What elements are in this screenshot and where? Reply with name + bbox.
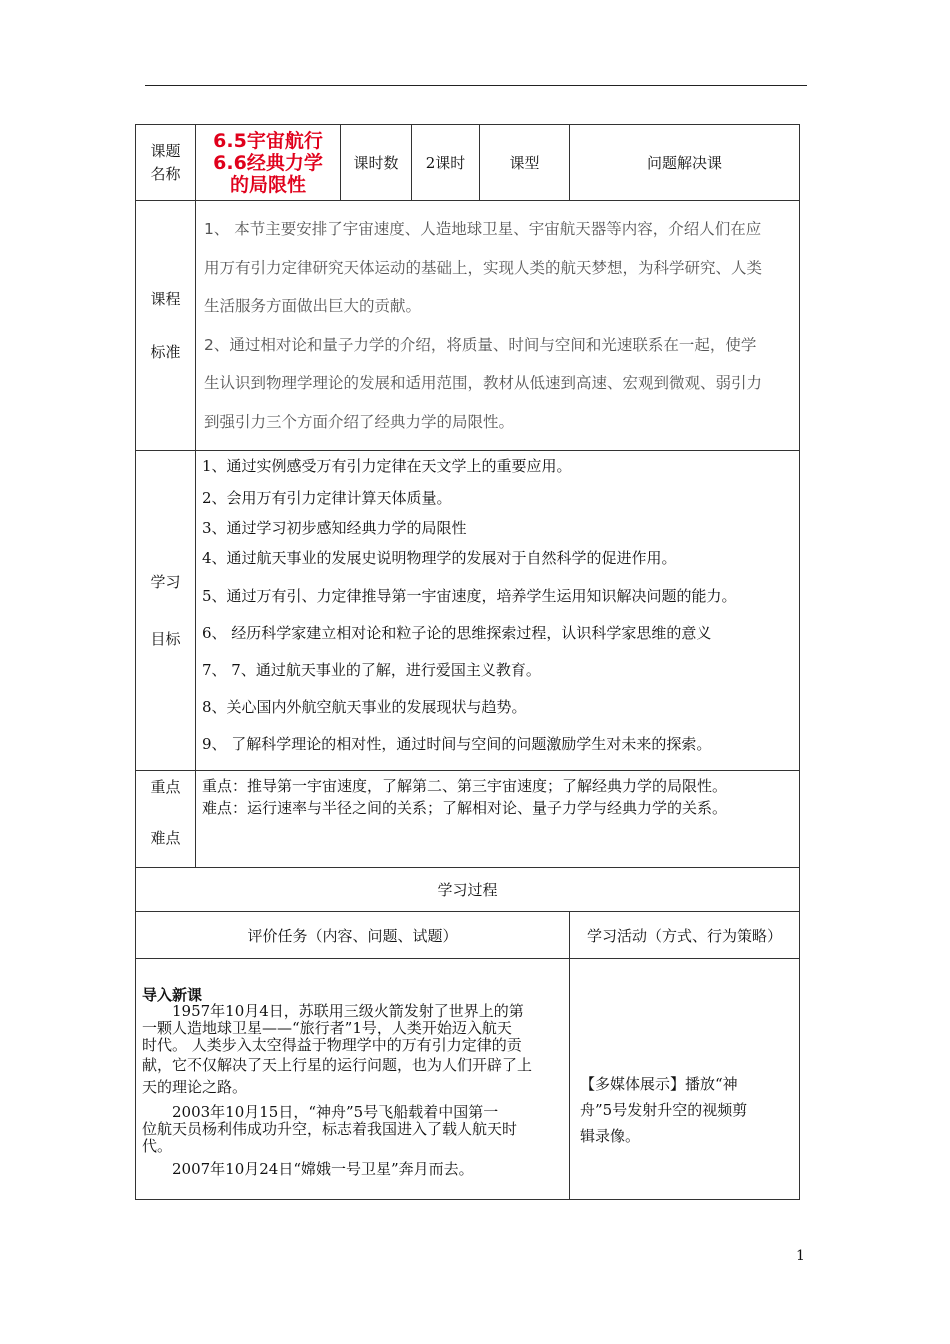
standard-line: 生认识到物理学理论的发展和适用范围，教材从低速到高速、宏观到微观、弱引力 [204,374,763,392]
standard-line: 到强引力三个方面介绍了经典力学的局限性。 [204,412,515,431]
keypoints-label-line: 难点 [150,829,181,847]
standard-label-line: 标准 [150,342,181,361]
intro-line: 1957年10月4日，苏联用三级火箭发射了世界上的第 [142,1002,524,1020]
page-number: 1 [796,1248,805,1264]
intro-line: 位航天员杨利伟成功升空，标志着我国进入了载人航天时 [142,1120,518,1138]
goals-label-line: 目标 [150,629,181,648]
hours-value: 2课时 [412,125,480,201]
intro-line: 时代。 人类步入太空得益于物理学中的万有引力定律的贡 [142,1036,522,1054]
type-label: 课型 [480,125,570,201]
keypoints-label-line: 重点 [150,778,181,796]
standard-line: 2、通过相对论和量子力学的介绍，将质量、时间与空间和光速联系在一起，使学 [204,335,757,354]
intro-section [136,959,570,1200]
lesson-plan-table [135,124,800,1200]
media-line: 辑录像。 [580,1127,641,1145]
standard-line: 生活服务方面做出巨大的贡献。 [204,297,422,315]
standard-line: 1、 本节主要安排了宇宙速度、人造地球卫星、宇宙航天器等内容，介绍人们在应 [204,220,762,238]
goal-item: 6、 经历科学家建立相对论和粒子论的思维探索过程，认识科学家思维的意义 [202,624,712,642]
goal-item: 5、通过万有引、力定律推导第一宇宙速度，培养学生运用知识解决问题的能力。 [202,587,737,605]
intro-line: 天的理论之路。 [142,1078,248,1096]
topic-label-cell [136,125,196,201]
goals-label-cell [136,451,196,771]
goal-item: 1、通过实例感受万有引力定律在天文学上的重要应用。 [202,457,572,475]
intro-line: 2007年10月24日“嫦娥一号卫星”奔月而去。 [142,1160,474,1178]
goal-item: 7、 7、通过航天事业的了解，进行爱国主义教育。 [202,661,541,679]
intro-line: 代。 [142,1137,173,1155]
topic-label-line: 课题 [150,141,181,160]
header-rule [145,85,807,86]
hours-label: 课时数 [341,125,412,201]
intro-line: 献，它不仅解决了天上行星的运行问题，也为人们开辟了上 [142,1056,533,1074]
keypoints-label-cell [136,771,196,868]
media-activity [570,959,800,1200]
goal-item: 9、 了解科学理论的相对性，通过时间与空间的问题激励学生对未来的探索。 [202,735,712,753]
title-line: 6.6经典力学 [213,151,323,174]
standard-label-cell [136,201,196,451]
goal-item: 2、会用万有引力定律计算天体质量。 [202,489,452,507]
lesson-title [196,125,341,201]
goals-label-line: 学习 [150,572,181,591]
process-title: 学习过程 [136,868,800,912]
standard-label-line: 课程 [150,289,181,308]
key-point: 重点：推导第一宇宙速度，了解第二、第三宇宙速度；了解经典力学的局限性。 [202,777,728,795]
goal-item: 4、通过航天事业的发展史说明物理学的发展对于自然科学的促进作用。 [202,549,677,567]
standard-line: 用万有引力定律研究天体运动的基础上，实现人类的航天梦想，为科学研究、人类 [204,258,763,277]
goals-list [196,451,800,771]
type-value: 问题解决课 [570,125,800,201]
activity-column-header: 学习活动（方式、行为策略） [570,912,800,959]
title-line: 的局限性 [229,173,306,196]
media-line: 舟”5号发射升空的视频剪 [580,1101,748,1119]
intro-line: 一颗人造地球卫星——“旅行者”1号，人类开始迈入航天 [142,1019,512,1037]
goal-item: 8、关心国内外航空航天事业的发展现状与趋势。 [202,698,527,716]
intro-heading: 导入新课 [142,986,203,1004]
goal-item: 3、通过学习初步感知经典力学的局限性 [202,519,467,537]
media-line: 【多媒体展示】播放“神 [580,1075,738,1093]
title-line: 6.5宇宙航行 [213,129,323,152]
standard-text [196,201,800,451]
keypoints-text [196,771,800,868]
difficult-point: 难点：运行速率与半径之间的关系；了解相对论、量子力学与经典力学的关系。 [202,799,728,817]
task-column-header: 评价任务（内容、问题、试题） [136,912,570,959]
intro-line: 2003年10月15日，“神舟”5号飞船载着中国第一 [142,1103,499,1121]
topic-label-line: 名称 [150,164,181,183]
